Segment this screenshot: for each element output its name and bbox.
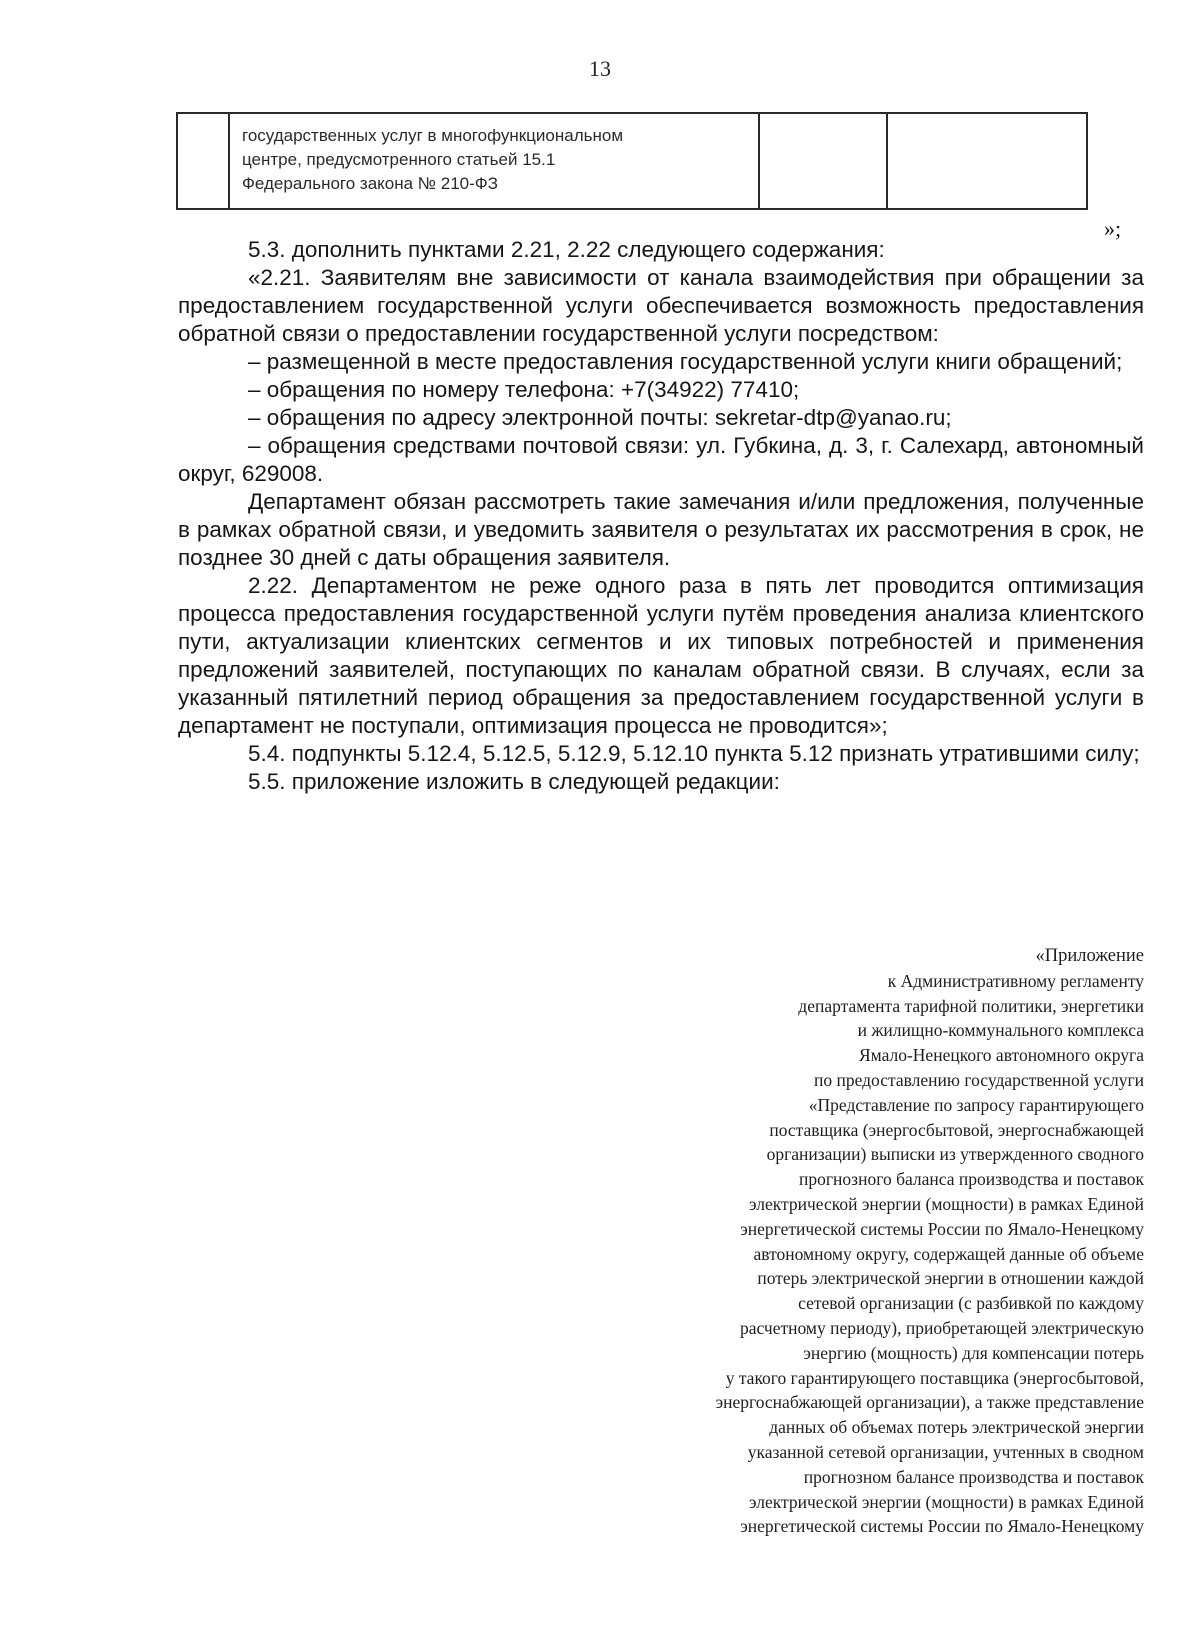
appendix-line: прогнозного баланса производства и поставок — [799, 1169, 1144, 1190]
paragraph: «2.21. Заявителям вне зависимости от канала взаимодействия при обращении за предоставлением государственной услуги обеспечивается возможность предоставления обратной связи о предоставлении государственной услуги посредством: — [178, 265, 1144, 346]
table-cell-line: центре, предусмотренного статьей 15.1 — [242, 150, 556, 169]
paragraph: – размещенной в месте предоставления государственной услуги книги обращений; — [248, 349, 1123, 374]
appendix-line: энергию (мощность) для компенсации потерь — [803, 1342, 1144, 1363]
appendix-line: энергоснабжающей организации), а также представление — [715, 1392, 1144, 1413]
appendix-line: организации) выписки из утвержденного сводного — [766, 1144, 1144, 1165]
appendix-line: автономному округу, содержащей данные об объеме — [753, 1243, 1144, 1264]
appendix-line: указанной сетевой организации, учтенных в сводном — [747, 1441, 1144, 1462]
paragraph: Департамент обязан рассмотреть такие замечания и/или предложения, полученные в рамках обратной связи, и уведомить заявителя о результатах их рассмотрения в срок, не позднее 30 дней с даты обращения заявителя. — [178, 489, 1144, 570]
paragraph: – обращения средствами почтовой связи: ул. Губкина, д. 3, г. Салехард, автономный округ, 629008. — [178, 433, 1144, 486]
table-border-left — [176, 114, 178, 208]
table-cell-line: Федерального закона № 210-ФЗ — [242, 174, 498, 193]
table-divider — [758, 114, 760, 208]
table-cell-line: государственных услуг в многофункциональном — [242, 126, 624, 145]
appendix-line: поставщика (энергосбытовой, энергоснабжающей — [769, 1119, 1144, 1140]
paragraph: 5.3. дополнить пунктами 2.21, 2.22 следующего содержания: — [248, 237, 885, 262]
table-border-right — [1086, 114, 1088, 208]
appendix-line: потерь электрической энергии в отношении каждой — [757, 1268, 1144, 1289]
body-text — [178, 236, 1144, 796]
appendix-line: энергетической системы России по Ямало-Ненецкому — [740, 1516, 1144, 1537]
closing-quote: »; — [1104, 216, 1122, 241]
continued-table — [176, 112, 1088, 210]
paragraph: – обращения по адресу электронной почты: sekretar-dtp@yanao.ru; — [248, 405, 952, 430]
appendix-line: по предоставлению государственной услуги — [814, 1069, 1144, 1090]
paragraph: – обращения по номеру телефона: +7(34922) 77410; — [248, 377, 800, 402]
appendix-line: у такого гарантирующего поставщика (энергосбытовой, — [725, 1367, 1144, 1388]
appendix-line: данных об объемах потерь электрической энергии — [769, 1417, 1144, 1438]
appendix-line: «Представление по запросу гарантирующего — [808, 1094, 1144, 1115]
appendix-line: «Приложение — [1035, 946, 1144, 966]
paragraph: 5.4. подпункты 5.12.4, 5.12.5, 5.12.9, 5.12.10 пункта 5.12 признать утратившими силу; — [248, 741, 1140, 766]
appendix-line: электрической энергии (мощности) в рамках Единой — [749, 1193, 1144, 1214]
appendix-line: сетевой организации (с разбивкой по каждому — [798, 1293, 1144, 1314]
table-divider — [886, 114, 888, 208]
appendix-line: Ямало-Ненецкого автономного округа — [858, 1045, 1144, 1066]
appendix-line: и жилищно-коммунального комплекса — [857, 1020, 1144, 1041]
page-number: 13 — [589, 56, 611, 81]
paragraph: 2.22. Департаментом не реже одного раза в пять лет проводится оптимизация процесса предоставления государственной услуги путём проведения анализа клиентского пути, актуализации клиентских сегментов и их типовых потребностей и применения предложений заявителей, поступающих по каналам обратной связи. В случаях, если за указанный пятилетний период обращения за предоставлением государственной услуги в департамент не поступали, оптимизация процесса не проводится»; — [178, 573, 1144, 738]
appendix-line: электрической энергии (мощности) в рамках Единой — [749, 1491, 1144, 1512]
appendix-line: энергетической системы России по Ямало-Ненецкому — [740, 1218, 1144, 1239]
appendix-line: расчетному периоду), приобретающей электрическую — [740, 1317, 1144, 1338]
table-divider — [228, 114, 230, 208]
appendix-line: департамента тарифной политики, энергетики — [798, 995, 1144, 1016]
appendix-header — [544, 944, 1144, 1539]
appendix-line: к Административному регламенту — [887, 970, 1144, 991]
table-cell-text — [242, 124, 732, 196]
paragraph: 5.5. приложение изложить в следующей редакции: — [248, 769, 780, 794]
appendix-line: прогнозном балансе производства и поставок — [803, 1466, 1144, 1487]
